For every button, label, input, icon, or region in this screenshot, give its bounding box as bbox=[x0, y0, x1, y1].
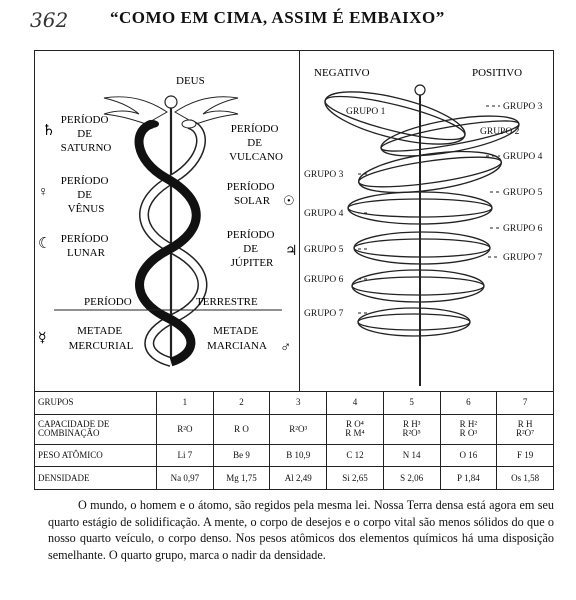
table-cell: R O⁴ R M⁴ bbox=[327, 414, 384, 444]
label-solar: PERÍODO SOLAR bbox=[226, 181, 275, 207]
table-cell: R H R²O⁷ bbox=[497, 414, 554, 444]
terrestre-right-label: TERRESTRE bbox=[196, 296, 258, 308]
saturn-symbol-icon: ♄ bbox=[42, 123, 56, 139]
table-row bbox=[35, 414, 554, 444]
caption-paragraph bbox=[48, 497, 554, 563]
grupo-left-6: GRUPO 6 bbox=[304, 275, 344, 285]
positivo-label: POSITIVO bbox=[472, 67, 523, 79]
table-row bbox=[35, 444, 554, 467]
grupo-right-5: GRUPO 5 bbox=[503, 188, 543, 198]
table-header-cell: 3 bbox=[270, 392, 327, 415]
left-wing-icon bbox=[104, 97, 167, 124]
caduceus-diagram bbox=[34, 50, 299, 391]
grupo-right-2: GRUPO 2 bbox=[480, 127, 520, 137]
table-cell: R H³ R²O⁵ bbox=[383, 414, 440, 444]
terrestre-left-label: PERÍODO bbox=[84, 296, 132, 308]
table-header-cell: 6 bbox=[440, 392, 497, 415]
table-cell: R O bbox=[213, 414, 270, 444]
table-cell: R H² R O³ bbox=[440, 414, 497, 444]
grupo-left-1: GRUPO 1 bbox=[346, 107, 386, 117]
caption-text: O mundo, o homem e o átomo, são regidos pela mesma lei. Nossa Terra densa está agora em seu quarto estágio de solidificação. A mente, o corpo de desejos e o corpo vital são menos sólidos do que o nosso quarto veículo, o corpo denso. Nos pesos atômicos dos elementos químicos há uma disposição semelhante. O quarto grupo, marca o nadir da densidade. bbox=[48, 498, 554, 562]
label-lunar: PERÍODO LUNAR bbox=[60, 233, 109, 259]
table-cell: Be 9 bbox=[213, 444, 270, 467]
venus-symbol-icon: ♀ bbox=[38, 185, 49, 200]
mercury-symbol-icon: ☿ bbox=[38, 331, 47, 346]
label-marciana: METADE MARCIANA bbox=[207, 325, 267, 352]
label-venus: PERÍODO DE VÊNUS bbox=[60, 175, 109, 215]
grupo-right-4: GRUPO 4 bbox=[503, 152, 543, 162]
row-label: DENSIDADE bbox=[35, 467, 157, 490]
table-cell: Os 1,58 bbox=[497, 467, 554, 490]
table-cell: Na 0,97 bbox=[157, 467, 214, 490]
page-title: “COMO EM CIMA, ASSIM É EMBAIXO” bbox=[110, 8, 445, 27]
table-header-cell: 2 bbox=[213, 392, 270, 415]
right-wing-icon bbox=[175, 97, 238, 124]
label-jupiter: PERÍODO DE JÚPITER bbox=[226, 229, 275, 269]
label-vulcano: PERÍODO DE VULCANO bbox=[229, 123, 283, 163]
grupo-left-7: GRUPO 7 bbox=[304, 309, 344, 319]
table-cell: C 12 bbox=[327, 444, 384, 467]
moon-symbol-icon: ☾ bbox=[38, 236, 52, 252]
table-cell: R²O bbox=[157, 414, 214, 444]
grupo-left-3: GRUPO 3 bbox=[304, 170, 344, 180]
table-cell: Al 2,49 bbox=[270, 467, 327, 490]
spiral-orb-icon bbox=[415, 85, 425, 95]
table-row bbox=[35, 467, 554, 490]
label-saturno: PERÍODO DE SATURNO bbox=[60, 114, 112, 154]
jupiter-symbol-icon: ♃ bbox=[285, 244, 298, 259]
coil-6 bbox=[352, 270, 484, 302]
grupo-right-6: GRUPO 6 bbox=[503, 224, 543, 234]
table-header-cell: 7 bbox=[497, 392, 554, 415]
table-cell: S 2,06 bbox=[383, 467, 440, 490]
table-header-cell: 4 bbox=[327, 392, 384, 415]
table-cell: Si 2,65 bbox=[327, 467, 384, 490]
table-cell: B 10,9 bbox=[270, 444, 327, 467]
table-cell: Mg 1,75 bbox=[213, 467, 270, 490]
grupo-left-4: GRUPO 4 bbox=[304, 209, 344, 219]
table-header-cell: GRUPOS bbox=[35, 392, 157, 415]
grupo-right-3: GRUPO 3 bbox=[503, 102, 543, 112]
spiral-diagram bbox=[300, 50, 554, 391]
row-label: CAPACIDADE DE COMBINAÇÃO bbox=[35, 414, 157, 444]
staff-orb-icon bbox=[165, 96, 177, 108]
table-header-cell: 5 bbox=[383, 392, 440, 415]
table-cell: Li 7 bbox=[157, 444, 214, 467]
table-header-cell: 1 bbox=[157, 392, 214, 415]
table-cell: P 1,84 bbox=[440, 467, 497, 490]
mars-symbol-icon: ♂ bbox=[280, 340, 292, 356]
sun-symbol-icon: ☉ bbox=[283, 193, 295, 208]
coil-5 bbox=[354, 232, 490, 264]
table-cell: O 16 bbox=[440, 444, 497, 467]
row-label: PESO ATÔMICO bbox=[35, 444, 157, 467]
deus-label: DEUS bbox=[176, 75, 205, 87]
table-cell: F 19 bbox=[497, 444, 554, 467]
table-header-row bbox=[35, 392, 554, 415]
elements-table bbox=[34, 391, 554, 490]
grupo-left-5: GRUPO 5 bbox=[304, 245, 344, 255]
label-mercurial: METADE MERCURIAL bbox=[68, 325, 134, 352]
coil-7 bbox=[358, 308, 470, 336]
negativo-label: NEGATIVO bbox=[314, 67, 370, 79]
table-cell: R²O³ bbox=[270, 414, 327, 444]
page-number: 362 bbox=[30, 8, 69, 32]
table-cell: N 14 bbox=[383, 444, 440, 467]
grupo-right-7: GRUPO 7 bbox=[503, 253, 543, 263]
coil-1 bbox=[320, 81, 469, 155]
